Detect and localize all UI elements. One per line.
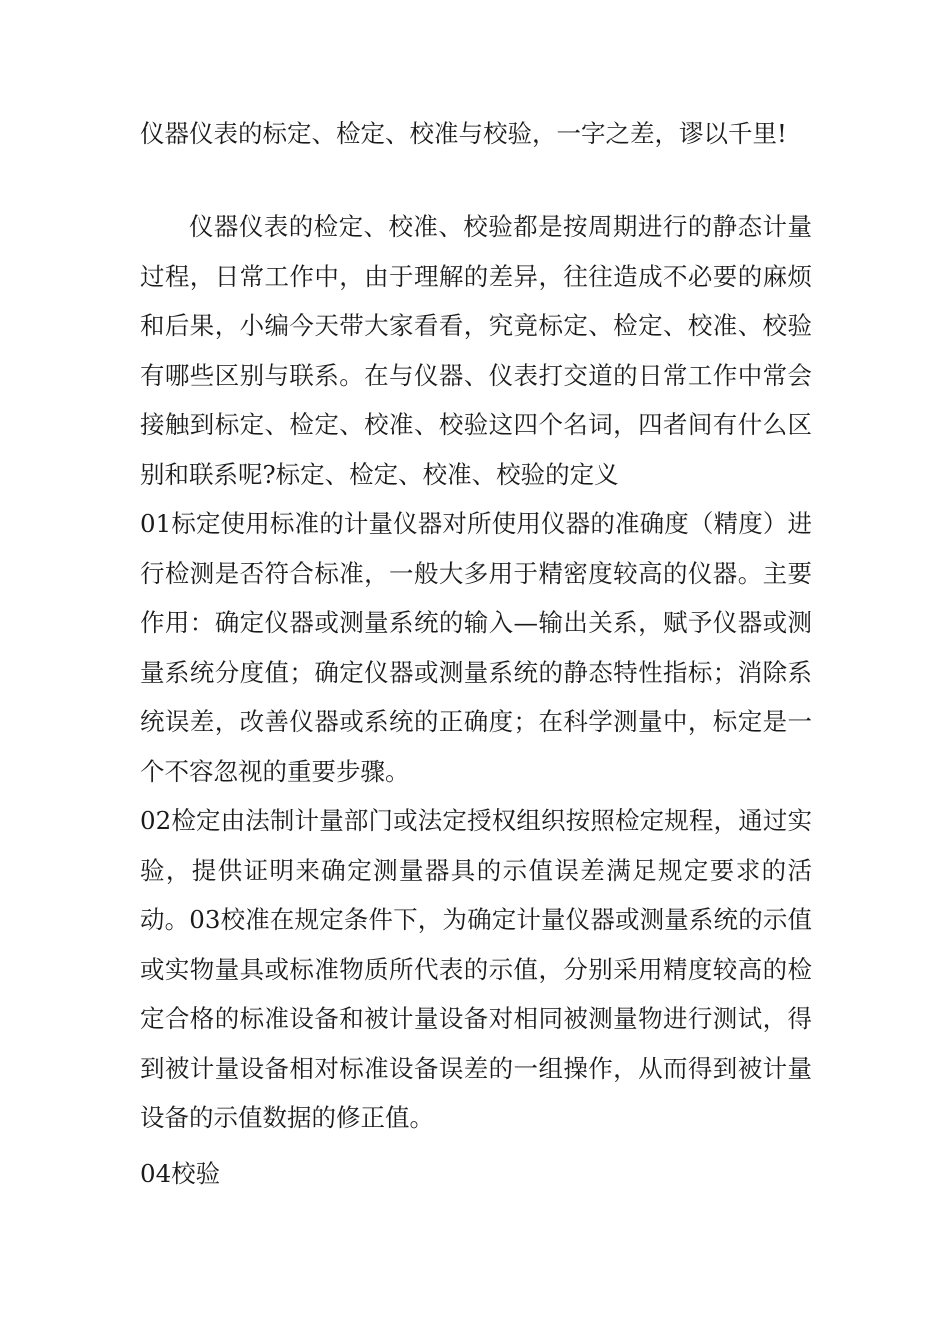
verification-definition-paragraph: 02检定由法制计量部门或法定授权组织按照检定规程，通过实验，提供证明来确定测量器具的示值误差满足规定要求的活动。03校准在规定条件下，为确定计量仪器或测量系统的示值或实物量具或标准物质所代表的示值，分别采用精度较高的检定合格的标准设备和被计量设备对相同被测量物进行测试，得到被计量设备相对标准设备误差的一组操作，从而得到被计量设备的示值数据的修正值。 bbox=[140, 806, 812, 1132]
document-title: 仪器仪表的标定、检定、校准与校验，一字之差，谬以千里! bbox=[140, 119, 787, 148]
document-body bbox=[140, 202, 812, 1198]
calibration-definition-paragraph: 01标定使用标准的计量仪器对所使用仪器的准确度（精度）进行检测是否符合标准，一般大多用于精密度较高的仪器。主要作用：确定仪器或测量系统的输入—输出关系，赋予仪器或测量系统分度值；确定仪器或测量系统的静态特性指标；消除系统误差，改善仪器或系统的正确度；在科学测量中，标定是一个不容忽视的重要步骤。 bbox=[140, 509, 812, 786]
intro-paragraph: 仪器仪表的检定、校准、校验都是按周期进行的静态计量过程，日常工作中，由于理解的差异，往往造成不必要的麻烦和后果，小编今天带大家看看，究竟标定、检定、校准、校验有哪些区别与联系。在与仪器、仪表打交道的日常工作中常会接触到标定、检定、校准、校验这四个名词，四者间有什么区别和联系呢?标定、检定、校准、校验的定义 bbox=[140, 212, 812, 489]
check-heading-paragraph: 04校验 bbox=[140, 1158, 221, 1188]
